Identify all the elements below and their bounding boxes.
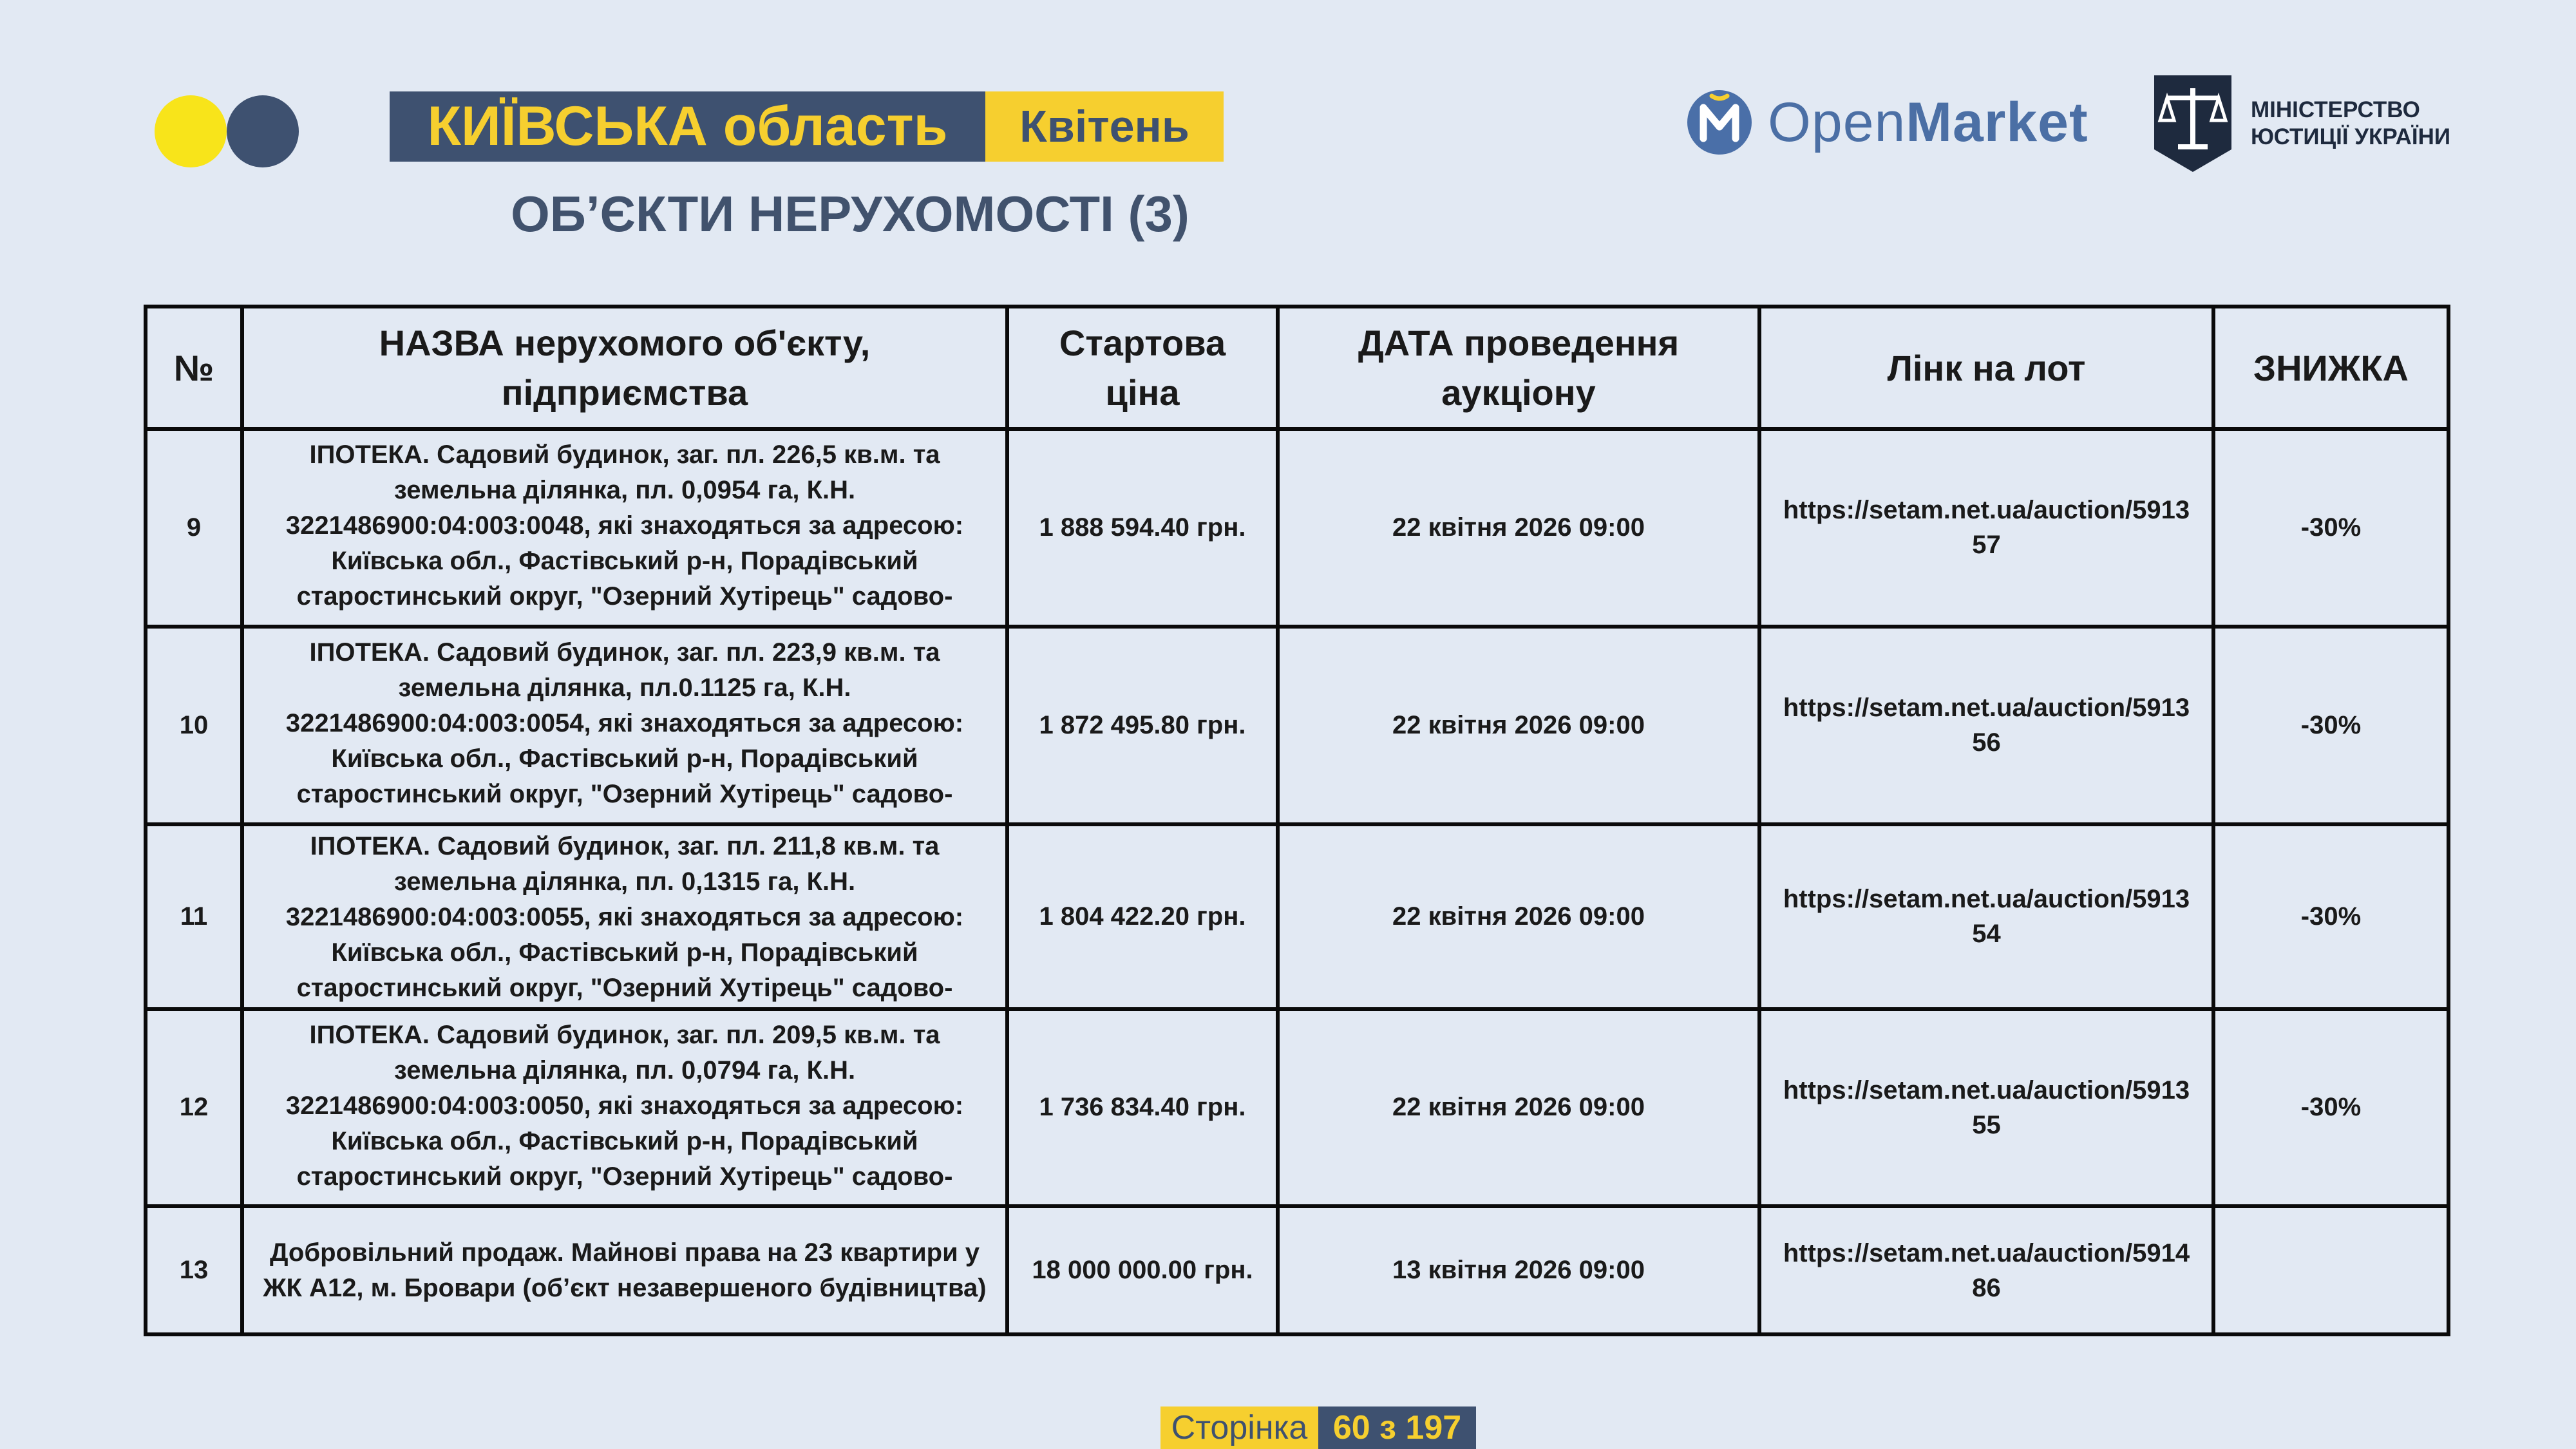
- header-price: Стартова ціна: [1007, 307, 1278, 429]
- table-row: [146, 627, 2448, 824]
- ministry-scales-icon: [2151, 72, 2235, 175]
- auction-date: 13 квітня 2026 09:00: [1278, 1206, 1759, 1334]
- object-name: ІПОТЕКА. Садовий будинок, заг. пл. 223,9 кв.м. та земельна ділянка, пл.0.1125 га, К.Н. 3221486900:04:003:0054, які знаходяться за адресою: Київська обл., Фастівський р-н, Порадівський старостинський округ, "Озерний Хутірець" садово-: [242, 627, 1007, 824]
- discount-value: -30%: [2213, 824, 2448, 1009]
- page-indicator: [1160, 1406, 1476, 1449]
- discount-value: -30%: [2213, 627, 2448, 824]
- table-row: [146, 429, 2448, 627]
- starting-price: 1 804 422.20 грн.: [1007, 824, 1278, 1009]
- row-number: 13: [146, 1206, 242, 1334]
- starting-price: 1 736 834.40 грн.: [1007, 1009, 1278, 1207]
- region-title: КИЇВСЬКА область: [390, 91, 985, 162]
- table-row: [146, 1009, 2448, 1207]
- row-number: 11: [146, 824, 242, 1009]
- object-name: ІПОТЕКА. Садовий будинок, заг. пл. 211,8 кв.м. та земельна ділянка, пл. 0,1315 га, К.Н. 3221486900:04:003:0055, які знаходяться за адресою: Київська обл., Фастівський р-н, Порадівський старостинський округ, "Озерний Хутірець" садово-: [242, 824, 1007, 1009]
- page-number: 60 з 197: [1318, 1406, 1476, 1449]
- table-row: [146, 824, 2448, 1009]
- row-number: 10: [146, 627, 242, 824]
- auction-date: 22 квітня 2026 09:00: [1278, 824, 1759, 1009]
- auction-date: 22 квітня 2026 09:00: [1278, 1009, 1759, 1207]
- header-number: №: [146, 307, 242, 429]
- table-row: [146, 1206, 2448, 1334]
- starting-price: 1 872 495.80 грн.: [1007, 627, 1278, 824]
- row-number: 12: [146, 1009, 242, 1207]
- ministry-line-1: МІНІСТЕРСТВО: [2251, 97, 2420, 122]
- yellow-dot: [155, 95, 227, 167]
- ministry-logo: [2151, 72, 2450, 175]
- discount-value: -30%: [2213, 1009, 2448, 1207]
- starting-price: 18 000 000.00 грн.: [1007, 1206, 1278, 1334]
- row-number: 9: [146, 429, 242, 627]
- page-label: Сторінка: [1160, 1406, 1318, 1449]
- header-discount: ЗНИЖКА: [2213, 307, 2448, 429]
- object-name: ІПОТЕКА. Садовий будинок, заг. пл. 226,5 кв.м. та земельна ділянка, пл. 0,0954 га, К.Н. 3221486900:04:003:0048, які знаходяться за адресою: Київська обл., Фастівський р-н, Порадівський старостинський округ, "Озерний Хутірець" садово-: [242, 429, 1007, 627]
- property-table: [144, 305, 2450, 1336]
- decorative-dots: [155, 95, 299, 167]
- object-name: Добровільний продаж. Майнові права на 23 квартири у ЖК А12, м. Бровари (об’єкт незавершеного будівництва): [242, 1206, 1007, 1334]
- lot-link[interactable]: https://setam.net.ua/auction/5914 86: [1759, 1206, 2213, 1334]
- auction-date: 22 квітня 2026 09:00: [1278, 429, 1759, 627]
- page-subtitle: ОБ’ЄКТИ НЕРУХОМОСТІ (3): [511, 185, 1189, 242]
- openmarket-m-icon: [1684, 87, 1755, 158]
- lot-link[interactable]: https://setam.net.ua/auction/5913 57: [1759, 429, 2213, 627]
- header-link: Лінк на лот: [1759, 307, 2213, 429]
- discount-value: -30%: [2213, 429, 2448, 627]
- lot-link[interactable]: https://setam.net.ua/auction/5913 54: [1759, 824, 2213, 1009]
- blue-dot: [227, 95, 299, 167]
- title-banner: [390, 91, 1224, 162]
- auction-date: 22 квітня 2026 09:00: [1278, 627, 1759, 824]
- starting-price: 1 888 594.40 грн.: [1007, 429, 1278, 627]
- header-name: НАЗВА нерухомого об'єкту, підприємства: [242, 307, 1007, 429]
- object-name: ІПОТЕКА. Садовий будинок, заг. пл. 209,5 кв.м. та земельна ділянка, пл. 0,0794 га, К.Н. 3221486900:04:003:0050, які знаходяться за адресою: Київська обл., Фастівський р-н, Порадівський старостинський округ, "Озерний Хутірець" садово-: [242, 1009, 1007, 1207]
- ministry-line-2: ЮСТИЦІЇ УКРАЇНИ: [2251, 124, 2451, 149]
- openmarket-logo: [1684, 87, 2088, 158]
- lot-link[interactable]: https://setam.net.ua/auction/5913 56: [1759, 627, 2213, 824]
- header-date: ДАТА проведення аукціону: [1278, 307, 1759, 429]
- openmarket-market-text: Market: [1906, 91, 2088, 153]
- openmarket-open-text: Open: [1768, 91, 1906, 153]
- month-label: Квітень: [985, 91, 1224, 162]
- table-header-row: [146, 307, 2448, 429]
- lot-link[interactable]: https://setam.net.ua/auction/5913 55: [1759, 1009, 2213, 1207]
- discount-value: [2213, 1206, 2448, 1334]
